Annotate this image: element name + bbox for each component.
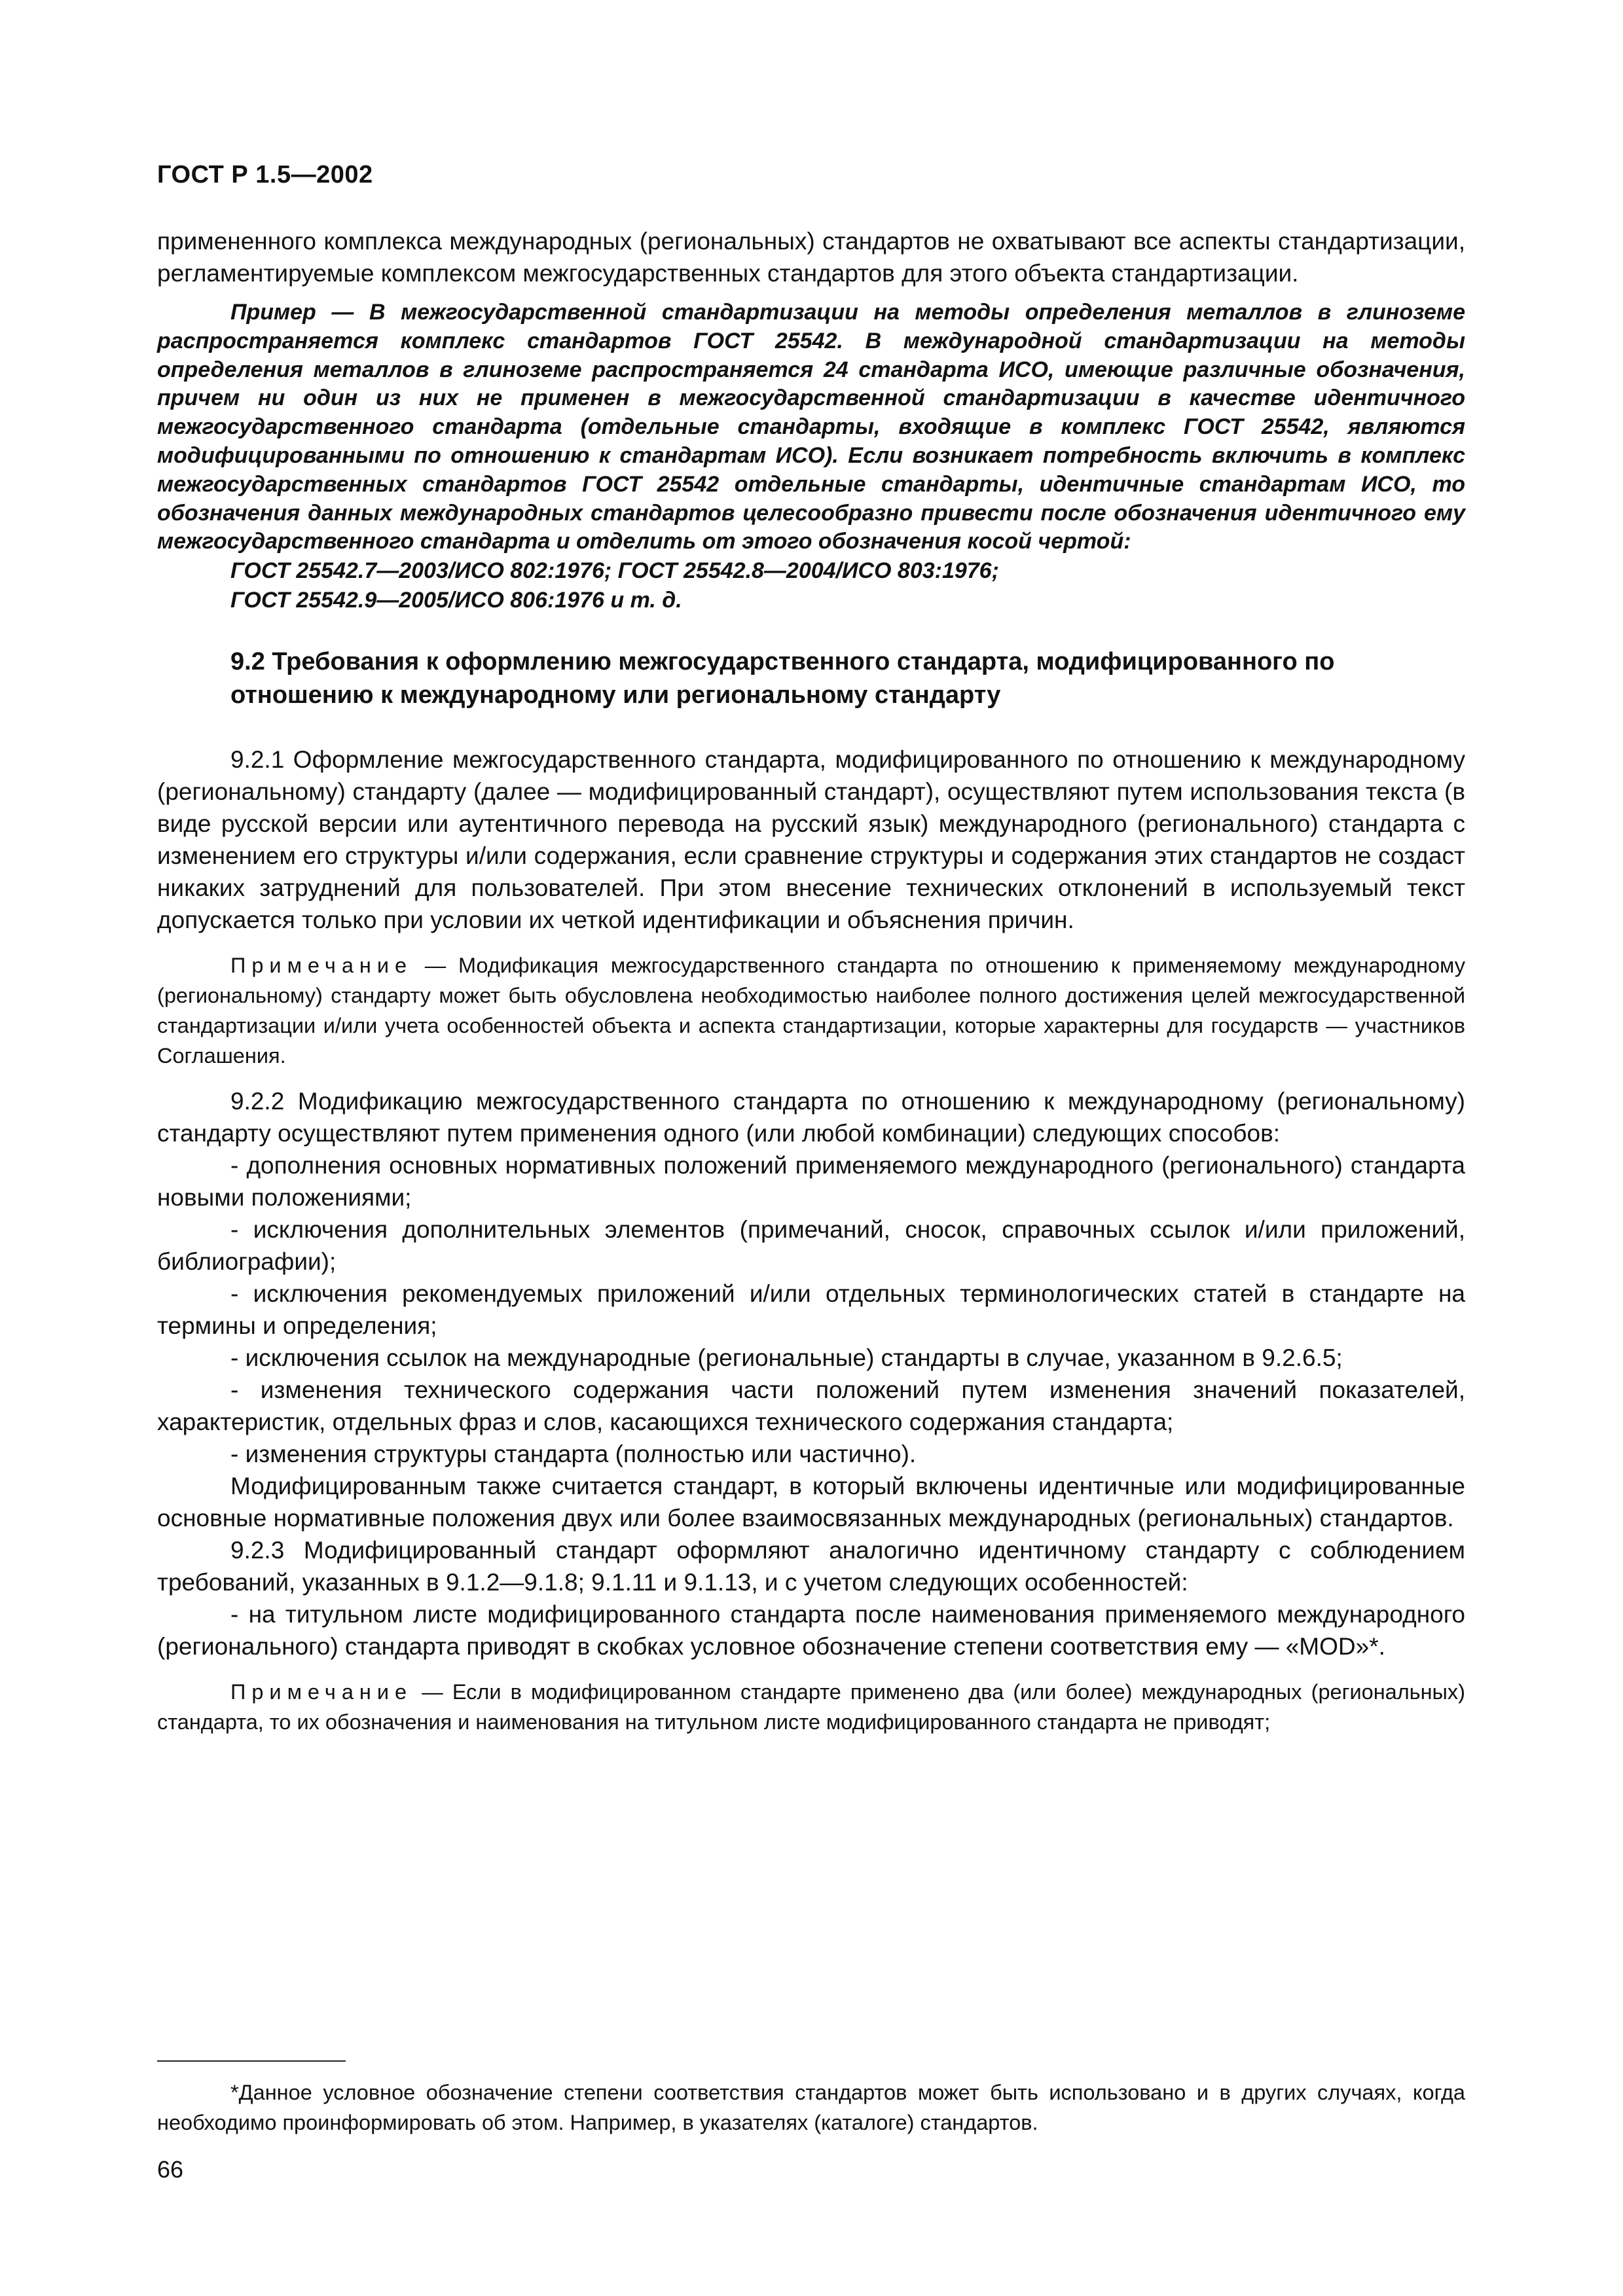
list-item: - изменения технического содержания части положений путем изменения значений показателей, характеристик, отдельных фраз и слов, касающихся технического содержания стандарта;: [157, 1376, 1465, 1436]
paragraph-9-2-1: 9.2.1 Оформление межгосударственного стандарта, модифицированного по отношению к международному (региональному) стандарту (далее — модифицированный стандарт), осуществляют путем использования текста (в виде русской версии или аутентичного перевода на русский язык) международного (регионального) стандарта с изменением его структуры и/или содержания, если сравнение структуры и содержания этих стандартов не создаст никаких затруднений для пользователей. При этом внесение технических отклонений в используемый текст допускается только при условии их четкой идентификации и объяснения причин.: [157, 746, 1465, 934]
example-text: Пример — В межгосударственной стандартизации на методы определения металлов в глиноземе распространяется комплекс стандартов ГОСТ 25542. В международной стандартизации на методы определения металлов в глиноземе распространяется 24 стандарта ИСО, имеющие различные обозначения, причем ни один из них не применен в межгосударственной стандартизации в качестве идентичного межгосударственного стандарта (отдельные стандарты, входящие в комплекс ГОСТ 25542, являются модифицированными по отношению к стандартам ИСО). Если возникает потребность включить в комплекс межгосударственных стандартов ГОСТ 25542 отдельные стандарты, идентичные стандартам ИСО, то обозначения данных международных стандартов целесообразно привести после обозначения идентичного ему межгосударственного стандарта и отделить от этого обозначения косой чертой:: [157, 300, 1465, 554]
list-item: - исключения дополнительных элементов (примечаний, сносок, справочных ссылок и/или приложений, библиографии);: [157, 1216, 1465, 1276]
methods-list: [157, 1149, 1465, 1470]
paragraph-modified-also: Модифицированным также считается стандарт, в который включены идентичные или модифицированные основные нормативные положения двух или более взаимосвязанных международных (региональных) стандартов.: [157, 1473, 1465, 1532]
list-item: - изменения структуры стандарта (полностью или частично).: [230, 1441, 917, 1468]
page-content: [157, 225, 1465, 1737]
paragraph-title-sheet: - на титульном листе модифицированного стандарта после наименования применяемого международного (регионального) стандарта приводят в скобках условное обозначение степени соответствия ему — «MOD»*.: [157, 1601, 1465, 1660]
note-2-label: Примечание: [230, 1680, 413, 1704]
note-2: [157, 1677, 1465, 1737]
page-number: 66: [157, 2156, 184, 2183]
note-1-text: — Модификация межгосударственного стандарта по отношению к применяемому международному (региональному) стандарту может быть обусловлена необходимостью наиболее полного достижения целей межгосударственной стандартизации и/или учета особенностей объекта и аспекта стандартизации, которые характерны для государств — участников Соглашения.: [157, 954, 1465, 1068]
footnote: *Данное условное обозначение степени соответствия стандартов может быть использовано и в других случаях, когда необходимо проинформировать об этом. Например, в указателях (каталоге) стандартов.: [157, 2081, 1465, 2134]
note-1-label: Примечание: [230, 954, 413, 978]
paragraph-9-2-2: 9.2.2 Модификацию межгосударственного стандарта по отношению к международному (региональному) стандарту осуществляют путем применения одного (или любой комбинации) следующих способов:: [157, 1088, 1465, 1147]
note-2-text: — Если в модифицированном стандарте применено два (или более) международных (региональных) стандарта, то их обозначения и наименования на титульном листе модифицированного стандарта не приводят;: [157, 1680, 1465, 1734]
example-ref-line-2: ГОСТ 25542.9—2005/ИСО 806:1976 и т. д.: [230, 588, 682, 613]
intro-paragraph: примененного комплекса международных (региональных) стандартов не охватывают все аспекты стандартизации, регламентируемые комплексом межгосударственных стандартов для этого объекта стандартизации.: [157, 228, 1465, 287]
list-item: - исключения ссылок на международные (региональные) стандарты в случае, указанном в 9.2.6.5;: [230, 1344, 1343, 1372]
example-ref-line-1: ГОСТ 25542.7—2003/ИСО 802:1976; ГОСТ 25542.8—2004/ИСО 803:1976;: [230, 558, 999, 584]
list-item: - дополнения основных нормативных положений применяемого международного (регионального) стандарта новыми положениями;: [157, 1152, 1465, 1211]
footnote-divider: [157, 2060, 346, 2062]
example-block: [157, 298, 1465, 615]
list-item: - исключения рекомендуемых приложений и/или отдельных терминологических статей в стандарте на термины и определения;: [157, 1280, 1465, 1340]
note-1: [157, 950, 1465, 1071]
paragraph-9-2-3: 9.2.3 Модифицированный стандарт оформляют аналогично идентичному стандарту с соблюдением требований, указанных в 9.1.2—9.1.8; 9.1.11 и 9.1.13, и с учетом следующих особенностей:: [157, 1537, 1465, 1596]
section-heading-9-2: 9.2 Требования к оформлению межгосударственного стандарта, модифицированного по отношению к международному или региональному стандарту: [230, 648, 1335, 709]
document-header: ГОСТ Р 1.5—2002: [157, 161, 373, 188]
